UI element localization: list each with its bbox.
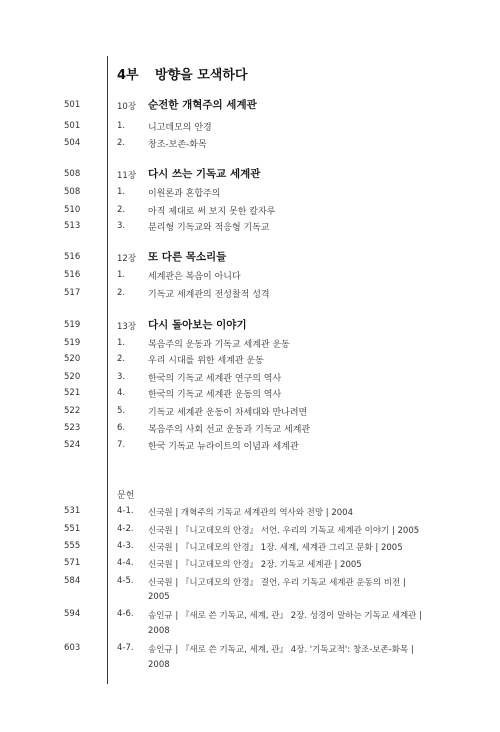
- part-title: [117, 64, 247, 83]
- chapter-label: 11장: [117, 171, 137, 181]
- chapter-row[interactable]: [0, 248, 500, 268]
- item-title: 세계관은 복음이 아니다: [148, 272, 241, 282]
- chapter-title: 순전한 개혁주의 세계관: [148, 99, 257, 111]
- page-number: 551: [64, 524, 81, 534]
- item-title: 한국의 기독교 세계관 연구의 역사: [148, 374, 282, 384]
- page-number: 603: [64, 643, 81, 653]
- reference-text: 신국원 | 『니고데모의 안경』 서언. 우리의 기독교 세계관 이야기 | 2005: [148, 526, 420, 536]
- page-number: 516: [64, 252, 81, 262]
- toc-item[interactable]: [0, 284, 500, 304]
- page-number: 508: [64, 169, 81, 179]
- page-number: 501: [64, 100, 81, 110]
- reference-text-continued: 2008: [148, 626, 170, 636]
- page-number: 520: [64, 354, 81, 364]
- item-title: 니고데모의 안경: [148, 123, 212, 133]
- page-number: 523: [64, 423, 81, 433]
- page-number: 510: [64, 205, 81, 215]
- toc-item[interactable]: [0, 350, 500, 370]
- part-number: 4부: [117, 68, 139, 83]
- page-number: 584: [64, 576, 81, 586]
- reference-number: 4-2.: [117, 524, 134, 534]
- chapter-row[interactable]: [0, 96, 500, 116]
- chapter-label: 12장: [117, 254, 137, 264]
- reference-text: 신국원 | 『니고데모의 안경』 2장. 기독교 세계관 | 2005: [148, 560, 362, 570]
- item-title: 이원론과 혼합주의: [148, 189, 221, 199]
- toc-item[interactable]: [0, 134, 500, 154]
- item-number: 1.: [117, 270, 126, 280]
- reference-text: 신국원 | 『니고데모의 안경』 1장. 세계, 세계관 그리고 문화 | 2005: [148, 543, 403, 553]
- page-number: 524: [64, 440, 81, 450]
- chapter-row[interactable]: [0, 165, 500, 185]
- reference-text-continued: 2005: [148, 592, 170, 602]
- reference-number: 4-4.: [117, 558, 134, 568]
- page-number: 521: [64, 388, 81, 398]
- reference-number: 4-6.: [117, 609, 134, 619]
- reference-text-continued: 2008: [148, 660, 170, 670]
- toc-item[interactable]: [0, 436, 500, 456]
- page-number: 519: [64, 320, 81, 330]
- item-number: 3.: [117, 221, 126, 231]
- item-title: 창조-보존-화목: [148, 140, 207, 150]
- item-number: 3.: [117, 372, 126, 382]
- page-number: 513: [64, 221, 81, 231]
- reference-text: 신국원 | 개혁주의 기독교 세계관의 역사와 전망 | 2004: [148, 508, 353, 518]
- toc-item[interactable]: [0, 183, 500, 203]
- reference-number: 4-7.: [117, 643, 134, 653]
- page-number: 594: [64, 609, 81, 619]
- item-title: 복음주의 운동과 기독교 세계관 운동: [148, 340, 290, 350]
- page-number: 522: [64, 406, 81, 416]
- references-heading: 문헌: [117, 491, 135, 501]
- page-number: 508: [64, 187, 81, 197]
- page-number: 520: [64, 372, 81, 382]
- chapter-row[interactable]: [0, 316, 500, 336]
- reference-text: 송인규 | 『새로 쓴 기독교, 세계, 관』 4장. '기독교적': 창조-보존-화목 |: [148, 645, 414, 655]
- item-title: 분리형 기독교와 적응형 기독교: [148, 223, 270, 233]
- chapter-label: 13장: [117, 322, 137, 332]
- item-number: 1.: [117, 187, 126, 197]
- page-number: 519: [64, 338, 81, 348]
- page-number: 516: [64, 270, 81, 280]
- item-number: 1.: [117, 121, 126, 131]
- item-number: 2.: [117, 288, 126, 298]
- item-number: 1.: [117, 338, 126, 348]
- reference-entry[interactable]: [0, 554, 500, 574]
- page-number: 517: [64, 288, 81, 298]
- item-title: 우리 시대를 위한 세계관 운동: [148, 356, 264, 366]
- reference-text: 송인규 | 『새로 쓴 기독교, 세계, 관』 2장. 성경이 말하는 기독교 세계관 |: [148, 611, 422, 621]
- reference-continuation: [0, 656, 500, 676]
- reference-number: 4-5.: [117, 576, 134, 586]
- item-number: 6.: [117, 423, 126, 433]
- item-title: 복음주의 사회 선교 운동과 기독교 세계관: [148, 425, 311, 435]
- toc-item[interactable]: [0, 217, 500, 237]
- item-title: 기독교 세계관의 전성찰적 성격: [148, 290, 270, 300]
- item-number: 4.: [117, 388, 126, 398]
- reference-entry[interactable]: [0, 502, 500, 522]
- item-number: 2.: [117, 138, 126, 148]
- item-title: 한국 기독교 뉴라이트의 이념과 세계관: [148, 442, 299, 452]
- item-title: 한국의 기독교 세계관 운동의 역사: [148, 390, 282, 400]
- item-title: 기독교 세계관 운동이 차세대와 만나려면: [148, 408, 308, 418]
- chapter-title: 다시 쓰는 기독교 세계관: [148, 168, 261, 180]
- item-number: 7.: [117, 440, 126, 450]
- reference-number: 4-3.: [117, 541, 134, 551]
- item-title: 아직 제대로 써 보지 못한 칼자루: [148, 207, 276, 217]
- item-number: 5.: [117, 406, 126, 416]
- page-number: 555: [64, 541, 81, 551]
- chapter-label: 10장: [117, 102, 137, 112]
- reference-text: 신국원 | 『니고데모의 안경』 결언. 우리 기독교 세계관 운동의 비전 |: [148, 578, 406, 588]
- page-number: 501: [64, 121, 81, 131]
- chapter-title: 또 다른 목소리들: [148, 251, 227, 263]
- part-name: 방향을 모색하다: [155, 68, 248, 83]
- page-number: 571: [64, 558, 81, 568]
- page-number: 504: [64, 138, 81, 148]
- toc-item[interactable]: [0, 384, 500, 404]
- item-number: 2.: [117, 205, 126, 215]
- chapter-title: 다시 돌아보는 이야기: [148, 319, 247, 331]
- toc-item[interactable]: [0, 266, 500, 286]
- page-number: 531: [64, 506, 81, 516]
- item-number: 2.: [117, 354, 126, 364]
- reference-number: 4-1.: [117, 506, 134, 516]
